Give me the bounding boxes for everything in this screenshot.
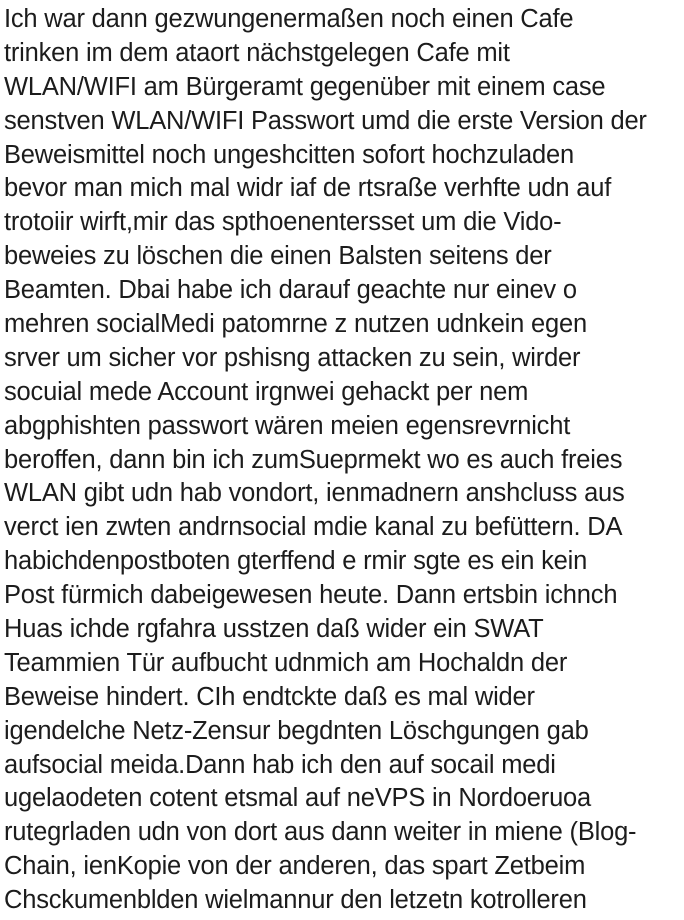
- text-line: aufsocial meida.Dann hab ich den auf socail medi: [4, 750, 556, 779]
- text-line: verct ien zwten andrnsocial mdie kanal zu befüttern. DA: [4, 513, 623, 542]
- text-line: trotoiir wirft,mir das spthoenentersset um die Vido-: [4, 208, 562, 237]
- text-line: Beweise hindert. CIh endtckte daß es mal wider: [4, 682, 535, 711]
- text-line: Beamten. Dbai habe ich darauf geachte nur einev o: [4, 276, 577, 305]
- text-line: trinken im dem ataort nächstgelegen Cafe mit: [4, 38, 510, 67]
- text-line: mehren socialMedi patomrne z nutzen udnkein egen: [4, 310, 587, 339]
- text-line: srver um sicher vor pshisng attacken zu sein, wirder: [4, 343, 581, 372]
- text-line: Chsckumenblden wielmannur den letzetn kotrolleren: [4, 886, 587, 915]
- text-line: beweies zu löschen die einen Balsten seitens der: [4, 242, 552, 271]
- text-line: Chain, ienKopie von der anderen, das spart Zetbeim: [4, 852, 586, 881]
- text-line: socuial mede Account irgnwei gehackt per nem: [4, 377, 529, 406]
- text-line: Teammien Tür aufbucht udnmich am Hochaldn der: [4, 648, 568, 677]
- text-line: Huas ichde rgfahra usstzen daß wider ein SWAT: [4, 615, 544, 644]
- text-line: ugelaodeten cotent etsmal auf neVPS in Nordoeruoa: [4, 784, 592, 813]
- text-line: Beweismittel noch ungeshcitten sofort hochzuladen: [4, 140, 574, 169]
- text-line: beroffen, dann bin ich zumSueprmekt wo es auch freies: [4, 445, 623, 474]
- document-text-block: [4, 3, 682, 918]
- text-line: igendelche Netz-Zensur begdnten Löschgungen gab: [4, 716, 589, 745]
- text-line: habichdenpostboten gterffend e rmir sgte es ein kein: [4, 547, 588, 576]
- text-line: senstven WLAN/WIFI Passwort umd die erste Version der: [4, 106, 647, 135]
- text-line: abgphishten passwort wären meien egensrevrnicht: [4, 411, 571, 440]
- text-line: Post fürmich dabeigewesen heute. Dann ertsbin ichnch: [4, 581, 618, 610]
- text-line: WLAN/WIFI am Bürgeramt gegenüber mit einem case: [4, 72, 606, 101]
- text-line: bevor man mich mal widr iaf de rtsraße verhfte udn auf: [4, 174, 612, 203]
- text-line: rutegrladen udn von dort aus dann weiter in miene (Blog-: [4, 818, 637, 847]
- text-line: WLAN gibt udn hab vondort, ienmadnern anshcluss aus: [4, 479, 625, 508]
- text-line: Ich war dann gezwungenermaßen noch einen Cafe: [4, 5, 574, 33]
